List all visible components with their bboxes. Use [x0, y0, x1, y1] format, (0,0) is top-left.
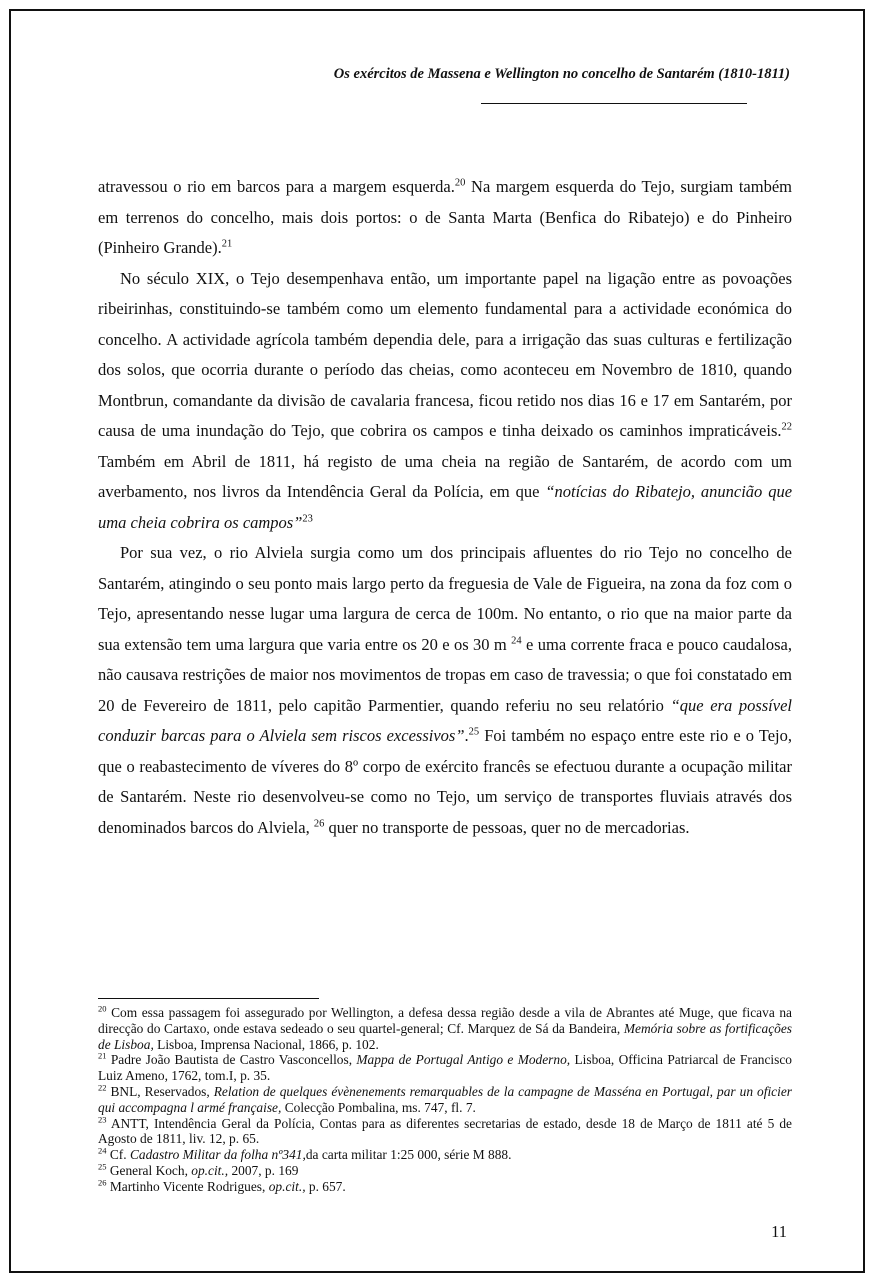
footnote-text: Cf.: [106, 1147, 130, 1163]
footnote-text: ANTT, Intendência Geral da Polícia, Contas para as diferentes secretarias de estado, desde 18 de Março de 1811 até 5 de Agosto de 1811, liv. 12, p. 65.: [98, 1115, 792, 1147]
footnote-title: op.cit.,: [191, 1162, 229, 1178]
footnote-text: p. 657.: [305, 1178, 346, 1194]
footnote-number: 20: [98, 1003, 107, 1014]
footnote-text: BNL, Reservados,: [106, 1083, 214, 1099]
paragraph-3: [98, 538, 792, 843]
footnote-text: 2007, p. 169: [228, 1162, 299, 1178]
footnote-text: Com essa passagem foi assegurado por Wellington, a defesa dessa região desde a vila de Abrantes até Muge, que ficava na direcção do Cartaxo, onde estava sedeado o seu quartel-general; Cf. Marquez de Sá da Bandeira,: [98, 1005, 792, 1036]
footnote-22: [98, 1084, 792, 1116]
paragraph-text: Também em Abril de 1811, há registo de uma cheia na região de Santarém, de acordo com um averbamento, nos livros da Intendência Geral da Polícia, em que: [98, 451, 792, 501]
footnote-title: Memória sobre as fortificações de Lisboa,: [98, 1020, 792, 1052]
footnote-title: Relation de quelques évènenements remarquables de la campagne de Masséna en Portugal, par un oficier qui accompagna l armé française,: [98, 1083, 792, 1115]
footnote-25: [98, 1163, 792, 1179]
running-header: Os exércitos de Massena e Wellington no concelho de Santarém (1810-1811): [333, 66, 790, 82]
footnote-24: [98, 1147, 792, 1163]
paragraph-2: [98, 264, 792, 539]
paragraph-text: atravessou o rio em barcos para a margem esquerda.: [98, 177, 455, 196]
body-text: [98, 172, 792, 843]
footnote-21: [98, 1052, 792, 1084]
footnote-number: 24: [98, 1145, 107, 1156]
footnote-text: Lisboa, Imprensa Nacional, 1866, p. 102.: [153, 1036, 379, 1052]
footnote-text: General Koch,: [106, 1162, 192, 1178]
footnote-text: Lisboa, Officina Patriarcal de Francisco Luiz Ameno, 1762, tom.I, p. 35.: [98, 1052, 792, 1084]
header-underline: [481, 103, 747, 104]
footnotes: [98, 1005, 792, 1195]
paragraph-text: Na margem esquerda do Tejo, surgiam também em terrenos do concelho, mais dois portos: o de Santa Marta (Benfica do Ribatejo) e do Pinheiro (Pinheiro Grande).: [98, 177, 792, 257]
footnote-text: Martinho Vicente Rodrigues,: [106, 1178, 269, 1194]
footnote-ref-23[interactable]: 23: [302, 513, 313, 524]
footnote-26: [98, 1179, 792, 1195]
paragraph-text: Foi também no espaço entre este rio e o Tejo, que o reabastecimento de víveres do 8º corpo de exército francês se efectuou durante a ocupação militar de Santarém. Neste rio desenvolveu-se como no Tejo, um serviço de transportes fluviais através dos denominados barcos do Alviela,: [98, 726, 792, 837]
footnote-text: Colecção Pombalina, ms. 747, fl. 7.: [281, 1099, 476, 1115]
paragraph-text: quer no transporte de pessoas, quer no de mercadorias.: [324, 817, 690, 837]
footnote-number: 26: [98, 1177, 107, 1188]
footnote-20: [98, 1005, 792, 1052]
footnote-text: da carta militar 1:25 000, série M 888.: [305, 1147, 512, 1163]
quotation: “que era possível conduzir barcas para o Alviela sem riscos excessivos”: [98, 695, 793, 745]
footnote-ref-21[interactable]: 21: [221, 238, 233, 250]
footnote-ref-26[interactable]: 26: [313, 818, 325, 829]
footnote-title: Mappa de Portugal Antigo e Moderno,: [356, 1052, 571, 1068]
footnote-number: 25: [98, 1161, 107, 1172]
footnote-23: [98, 1116, 792, 1148]
footnote-separator: [98, 998, 319, 999]
paragraph-text: No século XIX, o Tejo desempenhava então, um importante papel na ligação entre as povoações ribeirinhas, constituindo-se também como um elemento fundamental para a actividade económica do concelho. A actividade agrícola também dependia dele, para a irrigação das suas culturas e fertilização dos solos, que ocorria durante o período das cheias, como aconteceu em Novembro de 1810, quando Montbrun, comandante da divisão de cavalaria francesa, ficou retido nos dias 16 e 17 em Santarém, por causa de uma inundação do Tejo, que cobrira os campos e tinha deixado os caminhos impraticáveis.: [98, 268, 792, 440]
footnote-number: 23: [98, 1114, 107, 1125]
footnote-title: Cadastro Militar da folha nº341,: [129, 1147, 306, 1163]
footnote-number: 22: [98, 1082, 107, 1093]
paragraph-text: .: [464, 726, 469, 745]
footnote-ref-25[interactable]: 25: [468, 726, 480, 738]
footnote-number: 21: [98, 1050, 107, 1061]
paragraph-1: [98, 172, 792, 264]
footnote-text: Padre João Bautista de Castro Vasconcellos,: [106, 1052, 357, 1068]
paragraph-text: Por sua vez, o rio Alviela surgia como um dos principais afluentes do rio Tejo no concelho de Santarém, atingindo o seu ponto mais largo perto da freguesia de Vale de Figueira, na zona da foz com o Tejo, apresentando nesse lugar uma largura de cerca de 100m. No entanto, o rio que na maior parte da sua extensão tem uma largura que varia entre os 20 e os 30 m: [98, 543, 792, 654]
footnote-title: op.cit.,: [268, 1178, 306, 1194]
footnote-ref-22[interactable]: 22: [781, 421, 792, 433]
paragraph-text: e uma corrente fraca e pouco caudalosa, não causava restrições de maior nos movimentos de tropas em caso de travessia; o que foi constatado em 20 de Fevereiro de 1811, pelo capitão Parmentier, quando referiu no seu relatório: [98, 634, 792, 715]
footnote-ref-24[interactable]: 24: [511, 635, 522, 646]
footnote-ref-20[interactable]: 20: [454, 177, 466, 189]
page-number: 11: [771, 1222, 787, 1241]
quotation: “notícias do Ribatejo, anuncião que uma cheia cobrira os campos”: [98, 482, 793, 532]
